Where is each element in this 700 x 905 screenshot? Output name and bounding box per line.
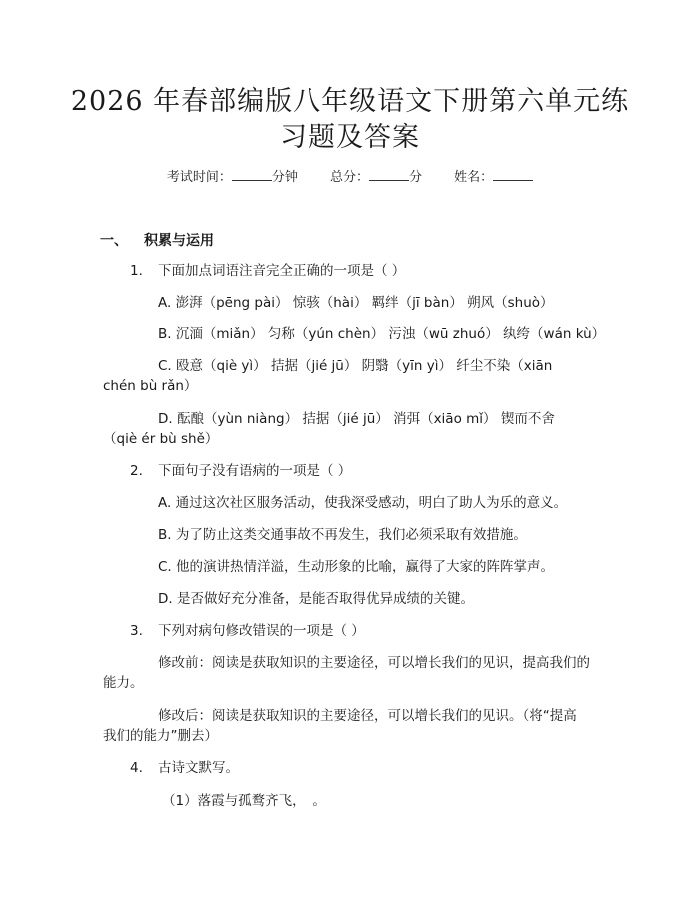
exam-name: [454, 170, 533, 185]
question-1-option-d-line-1: D. 酝酿（yùn niàng） 拮据（jié jū） 消弭（xiāo mǐ） 锲而不舍: [158, 411, 555, 427]
exam-name-label: 姓名：: [454, 170, 494, 185]
question-2-option-d: D. 是否做好充分准备，是能否取得优异成绩的关键。: [158, 591, 474, 607]
exam-time-unit: 分钟: [271, 170, 298, 185]
question-number: 2.: [130, 463, 143, 479]
question-2-option-c: C. 他的演讲热情洋溢，生动形象的比喻，赢得了大家的阵阵掌声。: [158, 559, 555, 575]
page-title: [60, 84, 640, 156]
exam-score-label: 总分：: [329, 170, 369, 185]
question-4-stem: [130, 757, 239, 779]
section-number: 一、: [100, 233, 128, 249]
exam-time: [167, 170, 298, 185]
question-3-stem: [130, 620, 365, 642]
section-heading: [100, 230, 214, 250]
question-3-before-line-1: 修改前：阅读是获取知识的主要途径，可以增长我们的见识，提高我们的: [158, 655, 590, 671]
exam-name-blank: [493, 168, 533, 181]
question-3-after-line-1: 修改后：阅读是获取知识的主要途径，可以增长我们的见识。（将“提高: [158, 708, 577, 724]
exam-score-unit: 分: [409, 170, 423, 185]
exam-meta: [0, 168, 700, 188]
question-text: 下面加点词语注音完全正确的一项是（ ）: [158, 263, 406, 279]
question-3-before-line-2: 能力。: [103, 675, 144, 691]
question-2-option-a: A. 通过这次社区服务活动，使我深受感动，明白了助人为乐的意义。: [158, 495, 568, 511]
question-1-stem: [130, 260, 405, 282]
question-3-after-line-2: 我们的能力”删去）: [103, 728, 218, 744]
question-text: 古诗文默写。: [158, 760, 239, 776]
question-2-stem: [130, 460, 351, 482]
question-number: 1.: [130, 263, 143, 279]
question-1-option-c-line-1: C. 殴意（qiè yì） 拮据（jié jū） 阴翳（yīn yì） 纤尘不染（xiān: [158, 358, 553, 374]
question-text: 下面句子没有语病的一项是（ ）: [158, 463, 352, 479]
question-number: 3.: [130, 623, 143, 639]
question-text: 下列对病句修改错误的一项是（ ）: [158, 623, 365, 639]
exam-score: [330, 170, 422, 185]
section-title: 积累与运用: [144, 233, 214, 249]
question-number: 4.: [130, 760, 143, 776]
question-2-option-b: B. 为了防止这类交通事故不再发生，我们必须采取有效措施。: [158, 527, 527, 543]
question-1-option-a: A. 澎湃（pēng pài） 惊骇（hài） 羁绊（jī bàn） 朔风（shuò）: [158, 295, 554, 311]
question-1-option-c-line-2: chén bù rǎn）: [103, 378, 198, 394]
page-title-line-1: 2026 年春部编版八年级语文下册第六单元练: [70, 86, 630, 117]
exam-time-label: 考试时间：: [166, 170, 232, 185]
question-1-option-b: B. 沉湎（miǎn） 匀称（yún chèn） 污浊（wū zhuó） 纨绔（wán kù）: [158, 326, 606, 342]
exam-score-blank: [369, 168, 409, 181]
question-1-option-d-line-2: （qiè ér bù shě）: [103, 431, 219, 447]
question-4-item-1: （1）落霞与孤鹜齐飞， 。: [162, 793, 326, 809]
exam-time-blank: [232, 168, 272, 181]
page-title-line-2: 习题及答案: [280, 122, 420, 153]
